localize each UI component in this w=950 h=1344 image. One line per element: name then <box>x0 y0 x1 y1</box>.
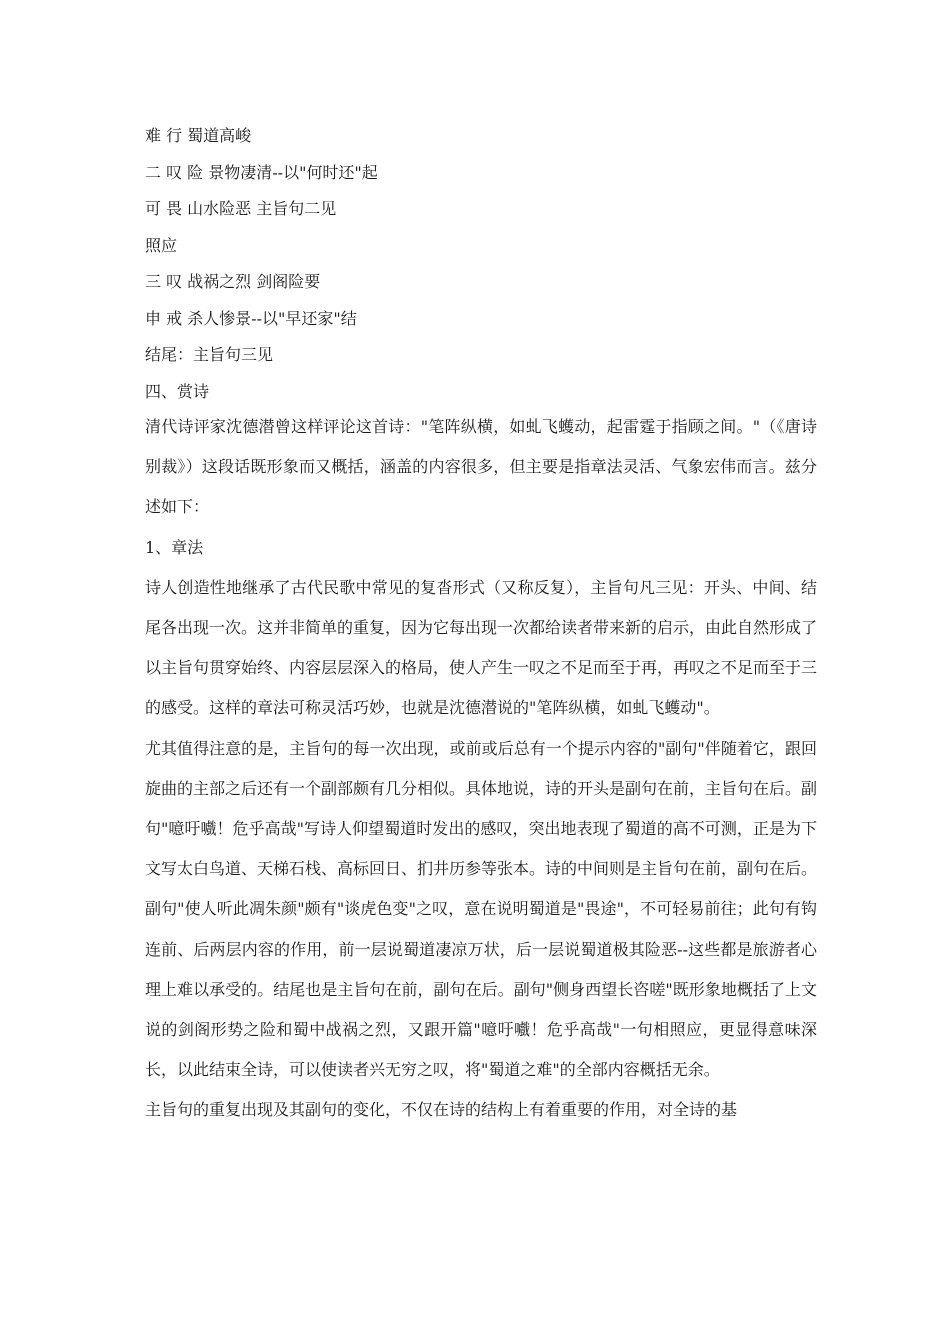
paragraph-conclusion: 主旨句的重复出现及其副句的变化，不仅在诗的结构上有着重要的作用，对全诗的基 <box>145 1100 738 1120</box>
paragraph-critique: 清代诗评家沈德潜曾这样评论这首诗："笔阵纵横，如虬飞蠖动，起雷霆于指顾之间。"（《唐诗别裁》）这段话既形象而又概括，涵盖的内容很多，但主要是指章法灵活、气象宏伟而言。兹分述如下： <box>145 417 817 517</box>
outline-line-4: 照应 <box>145 235 178 255</box>
section-heading-appreciation: 四、赏诗 <box>145 381 210 401</box>
outline-line-6: 申 戒 杀人惨景--以"早还家"结 <box>145 308 357 328</box>
outline-line-3: 可 畏 山水险恶 主旨句二见 <box>145 199 337 218</box>
document-body <box>145 123 817 1130</box>
paragraph-subphrase: 尤其值得注意的是，主旨句的每一次出现，或前或后总有一个提示内容的"副句"伴随着它，跟回旋曲的主部之后还有一个副部颇有几分相似。具体地说，诗的开头是副句在前，主旨句在后。副句"噫吁嚱！危乎高哉"写诗人仰望蜀道时发出的感叹，突出地表现了蜀道的高不可测，正是为下文写太白鸟道、天梯石栈、高标回日、扪井历参等张本。诗的中间则是主旨句在前，副句在后。副句"使人听此凋朱颜"颇有"谈虎色变"之叹，意在说明蜀道是"畏途"，不可轻易前往；此句有钩连前、后两层内容的作用，前一层说蜀道凄凉万状，后一层说蜀道极其险恶--这些都是旅游者心理上难以承受的。结尾也是主旨句在前，副句在后。副句"侧身西望长咨嗟"既形象地概括了上文说的剑阁形势之险和蜀中战祸之烈，又跟开篇"噫吁嚱！危乎高哉"一句相照应，更显得意味深长，以此结束全诗，可以使读者兴无穷之叹，将"蜀道之难"的全部内容概括无余。 <box>145 738 818 1080</box>
outline-line-5: 三 叹 战祸之烈 剑阁险要 <box>145 272 321 291</box>
paragraph-structure: 诗人创造性地继承了古代民歌中常见的复沓形式（又称反复），主旨句凡三见：开头、中间、结尾各出现一次。这并非简单的重复，因为它每出现一次都给读者带来新的启示，由此自然形成了以主旨句贯穿始终、内容层层深入的格局，使人产生一叹之不足而至于再，再叹之不足而至于三的感受。这样的章法可称灵活巧妙，也就是沈德潜说的"笔阵纵横，如虬飞蠖动"。 <box>145 577 818 718</box>
outline-line-2: 二 叹 险 景物凄清--以"何时还"起 <box>145 162 378 182</box>
outline-line-1: 难 行 蜀道高峻 <box>145 126 252 145</box>
outline-line-7: 结尾：主旨句三见 <box>145 345 274 364</box>
subheading-structure: 1、章法 <box>145 537 204 557</box>
